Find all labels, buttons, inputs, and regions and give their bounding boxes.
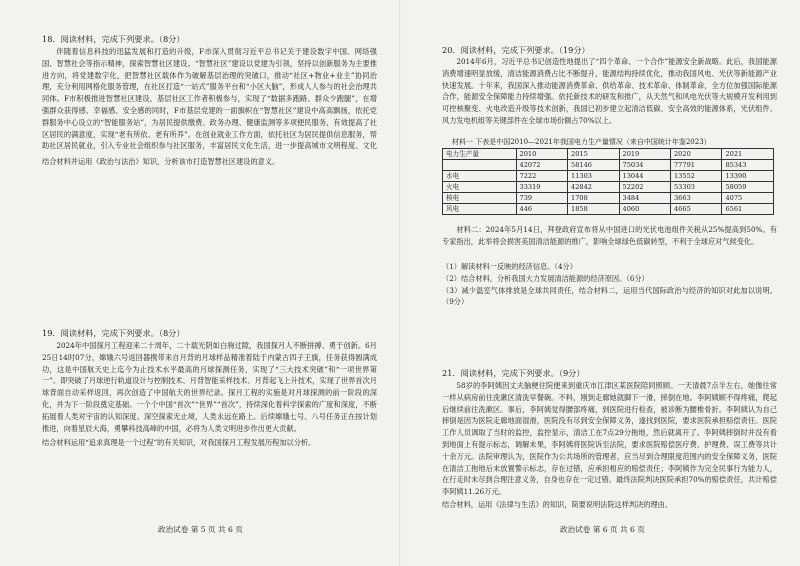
q19-task: 结合材料运用“追求真理是一个过程”的有关知识，对我国探月工程发展历程加以分析。: [42, 438, 316, 447]
table-row-wind: [443, 204, 774, 215]
table-cell: 13390: [722, 171, 774, 182]
table-cell: 核电: [443, 193, 517, 204]
q20-subquestions: [442, 261, 777, 308]
q20-material2: 材料二：2024年5月14日，拜登政府宣布将从中国进口的光伏电池组件关税从25%提高到50%。有专家指出，此举将会损害美国清洁能源的推广，影响全球绿色低碳转型，不利于全球应对气候变化。: [442, 225, 777, 246]
table-cell: 1858: [568, 204, 619, 215]
page-6-footer: 政治试卷 第 6 页 共 6 页: [560, 525, 645, 534]
q19-task-box: [42, 437, 377, 449]
table-cell: 42072: [516, 160, 567, 171]
q19-heading: 19．阅读材料，完成下列要求。（8分）: [42, 328, 185, 338]
table-cell: 11303: [568, 171, 619, 182]
table-header-row: [443, 149, 774, 160]
q21-material-box: [442, 380, 777, 498]
q20-heading: 20．阅读材料，完成下列要求。（19分）: [442, 45, 590, 55]
table-cell: 3663: [670, 193, 721, 204]
table-cell: 水电: [443, 171, 517, 182]
table-cell: 3484: [619, 193, 670, 204]
table-cell: 6561: [722, 204, 774, 215]
q20-sub1: （1）解读材料一反映的经济信息。（4分）: [442, 262, 577, 271]
table-cell: 13552: [670, 171, 721, 182]
q21-task-box: [442, 499, 777, 511]
table-cell: 52202: [619, 182, 670, 193]
q19-material: 2024年中国探月工程迎来二十周年，二十载光阴如白驹过隙，我国探月人不断拼搏、勇于创新。6月25日14时07分，嫦娥六号返回器携带来自月背的月球样品精准着陆于内蒙古四子王旗，任务获得圆满成功，这是中国航天史上迄今为止技术水平最高的月球探测任务，实现了“三大技术突破”和“一项世界第一”。即突破了月球逆行轨道设计与控制技术、月背智能采样技术、月背起飞上升技术，实现了世界首次月球背面自动采样返回，再次创造了中国航天的世界纪录。探月工程的实施是对月球探测的前一阶段的深化，并为下一阶段奠定基础。一个个中国“首次”“世界”“首次”，持续深化着科学探索的广度和深度，不断拓展着人类对宇宙的认知深度。深空探索无止境，人类永远在路上。后续嫦娥七号、八号任务正在按计划推进，向着星辰大海，勇攀科技高峰的中国，必将为人类文明进步作出更大贡献。: [42, 341, 377, 433]
table-header-cell: 2015: [568, 149, 619, 160]
q20-sub2: （2）结合材料，分析我国大力发展清洁能源的经济原因。（6分）: [442, 273, 649, 283]
table-row-hydro: [443, 171, 774, 182]
q18-task-box: [42, 156, 377, 168]
table-header-cell: 2021: [722, 149, 774, 160]
table-row-thermal: [443, 182, 774, 193]
q21-task: 结合材料，运用《法律与生活》的知识，简要说明法院这样判决的理由。: [442, 500, 673, 509]
table-cell: 75034: [619, 160, 670, 171]
table-cell: 85343: [722, 160, 774, 171]
table-cell: 446: [516, 204, 567, 215]
table-row-nuclear: [443, 193, 774, 204]
q20-table-caption: 材料一 下表是中国2010—2021年我国电力生产量情况（来自中国统计年鉴2023）: [452, 138, 711, 146]
table-row-total: [443, 160, 774, 171]
table-header-cell: 2020: [670, 149, 721, 160]
table-header-cell: 2019: [619, 149, 670, 160]
q19-material-box: [42, 340, 377, 436]
table-cell: 1708: [568, 193, 619, 204]
table-cell: 13044: [619, 171, 670, 182]
page-5-footer: 政治试卷 第 5 页 共 6 页: [158, 525, 243, 534]
q20-material1-box: [442, 56, 777, 136]
q20-material1: 2014年6月，习近平总书记创造性地提出了“四个革命、一个合作”能源安全新战略。此后，我国能源消费增速明显放缓，清洁能源消费占比不断提升，能源结构持续优化，推动我国风电、光伏等新能源产业快速发展。十年来，我国深入推动能源消费革命、供给革命、技术革命、体制革命，全方位加强国际能源合作，能源安全保障能力持续增强。依托新技术的研发和推广，从天然气和风电光伏等大规模开发利用到可控核聚变、火电改造升级等技术创新，我国已初步建立起清洁低碳、安全高效的能源体系，光伏组件、风力发电机组等关键部件在全球市场份额占70%以上。: [442, 57, 777, 125]
table-cell: 58059: [722, 182, 774, 193]
table-cell: 53303: [670, 182, 721, 193]
table-cell: 33319: [516, 182, 567, 193]
q18-task: 结合材料并运用《政治与法治》知识，分析该市打造智慧社区建设的意义。: [42, 157, 280, 166]
q18-material-box: [42, 46, 377, 152]
table-cell: 739: [516, 193, 567, 204]
q18-heading: 18．阅读材料，完成下列要求。（8分）: [42, 34, 185, 44]
table-cell: 7222: [516, 171, 567, 182]
table-cell: 4060: [619, 204, 670, 215]
q20-material2-box: [442, 224, 777, 260]
table-header-cell: 电力生产量: [443, 149, 517, 160]
table-cell: 4075: [722, 193, 774, 204]
q21-heading: 21．阅读材料，完成下列要求。（9分）: [442, 368, 585, 378]
table-header-cell: 2010: [516, 149, 567, 160]
table-cell: 77791: [670, 160, 721, 171]
table-cell: 风电: [443, 204, 517, 215]
q18-material: 伴随着信息科技的迅猛发展和打造的升级，F市深入贯彻习近平总书记关于建设数字中国、网络强国、智慧社会等指示精神，探索智慧社区建设。“智慧社区”建设以党建为引领，坚持以创新服务为主要推进方向，将党建数字化，把智慧社区载体作为破解基层治理的突破口，推动“社区+物业+业主”协同治理，充分利用网格化服务管理，在社区打造“一站式”服务平台和“小区大脑”，形成人人参与的社会治理共同体。F市积极推进智慧社区建设，基层社区工作者积极参与，实现了“数据多跑路、群众少跑腿”，在增强群众获得感、幸福感、安全感的同时，F市基层党建的一面旗帜在“智慧社区”建设中高高飘扬，依托党群服务中心设立的“智能服务站”，为居民提供缴费、政务办理、健康监测等多项便民服务，有效提高了社区居民的满意度，实现“老有所依、老有所养”。在创业就业工作方面，依托社区为居民提供信息服务，帮助社区居民就业，引入专业社会组织参与社区服务，丰富居民文化生活，进一步提高城市文明程度、文化: [42, 47, 377, 151]
q20-sub3: （3）减少温室气体排放是全球共同责任，结合材料二，运用当代国际政治与经济的知识对此加以说明。（9分）: [442, 285, 777, 307]
table-cell: 4665: [670, 204, 721, 215]
page-6: [400, 0, 800, 566]
table-cell: 58146: [568, 160, 619, 171]
q21-material: 58岁的李阿姨因丈夫脑梗住院便来到重庆市江津区某医院陪同照顾。一天清晨7点半左右，她像往常一样从病房前往洗漱区清洗早餐碗。不料，刚到走廊她就脚下一滑，摔倒在地。李阿姨顾不得疼痛，爬起后继续前往洗漱区。事后，李阿姨觉得腰部疼痛，到医院进行检查，被诊断为腰椎骨折。李阿姨认为自己摔倒是因为医院走廊地面湿滑，医院没有尽到安全保障义务，遂找到医院，要求医院承担赔偿责任。医院工作人员调取了当时的监控，监控显示，清洁工在7点29分拖地，然后就离开了。李阿姨摔倒时并没有看到地面上有提示标志，调解未果，李阿姨将医院诉至法院，要求医院赔偿医疗费、护理费、误工费等共计十余万元。法院审理认为，医院作为公共场所的管理者，应当尽到合理限度范围内的安全保障义务，医院在清洁工拖地后未放置警示标志，存在过错，应承担相应的赔偿责任；李阿姨作为完全民事行为能力人，在行走时未尽到合理注意义务，自身也存在一定过错。最终法院判决医院承担70%的赔偿责任，共计赔偿李阿姨11.26万元。: [442, 381, 777, 497]
table-cell: [443, 160, 517, 171]
electricity-table: [442, 148, 774, 215]
table-cell: 火电: [443, 182, 517, 193]
table-cell: 42842: [568, 182, 619, 193]
